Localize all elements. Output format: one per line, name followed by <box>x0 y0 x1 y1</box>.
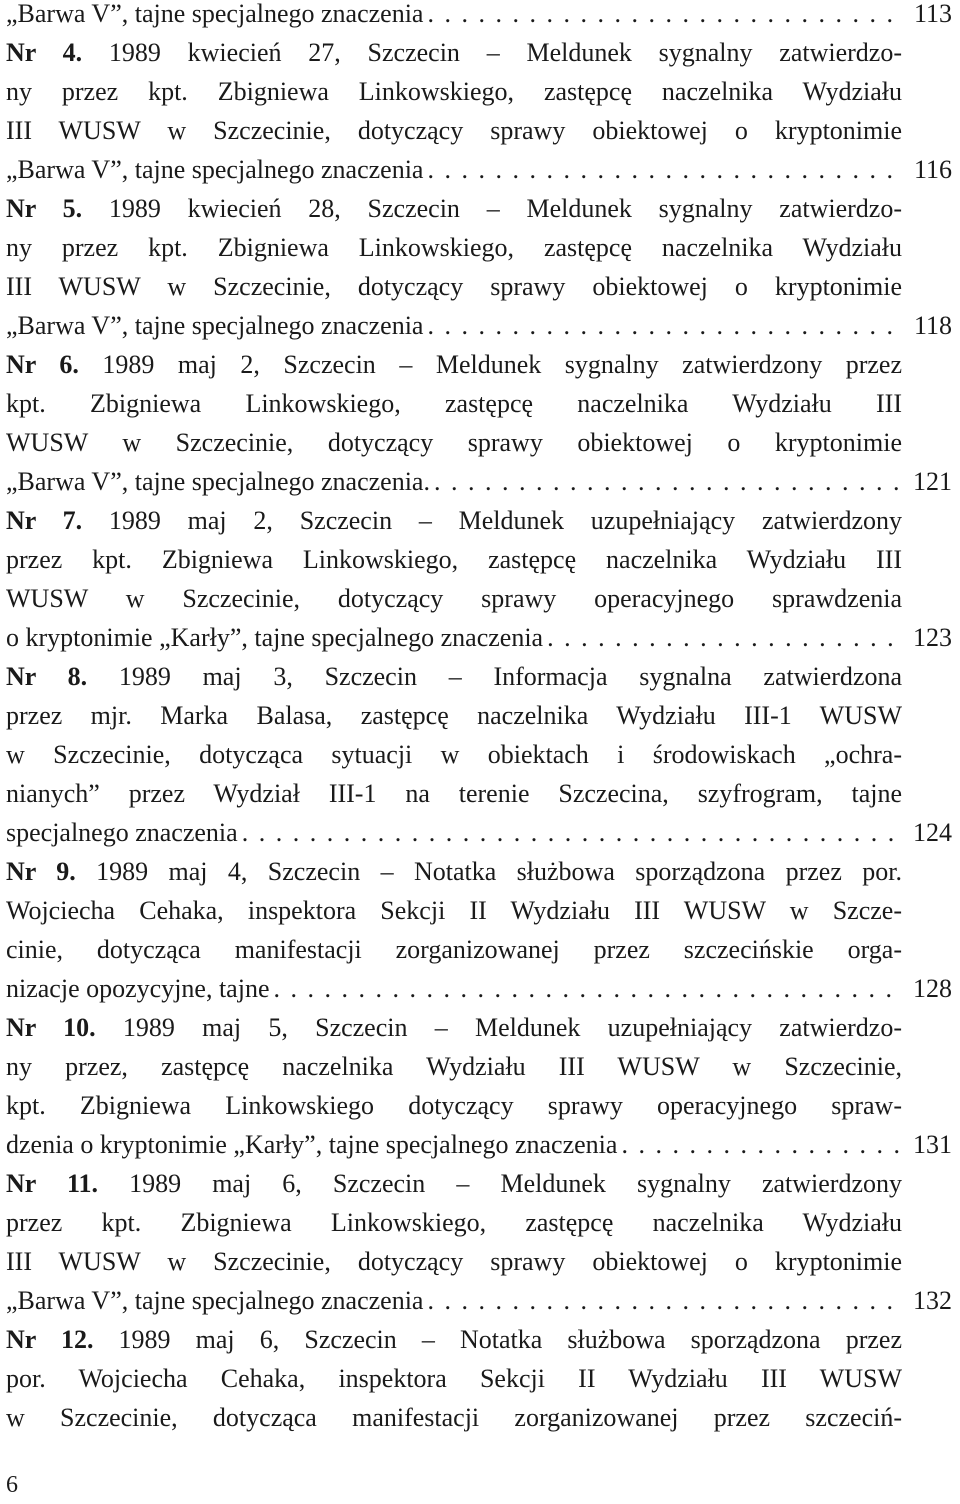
toc-entry-last-line <box>6 0 958 33</box>
toc-entry-line <box>6 1320 958 1359</box>
dot-leader <box>238 813 902 852</box>
toc-entry <box>6 501 958 657</box>
entry-text: w Szczecinie, dotycząca manifestacji zorganizowanej przez szczeciń- <box>6 1403 902 1432</box>
entry-text: por. Wojciecha Cehaka, inspektora Sekcji II Wydziału III WUSW <box>6 1364 902 1393</box>
dot-leader <box>543 618 902 657</box>
toc-entry-line <box>6 696 958 735</box>
entry-text: kpt. Zbigniewa Linkowskiego dotyczący sprawy operacyjnego spraw- <box>6 1091 902 1120</box>
toc-entry-line <box>6 1008 958 1047</box>
toc-entry-line <box>6 774 958 813</box>
toc-entry <box>6 1164 958 1320</box>
toc-entry <box>6 345 958 501</box>
entry-text: III WUSW w Szczecinie, dotyczący sprawy obiektowej o kryptonimie <box>6 116 902 145</box>
entry-text: „Barwa V”, tajne specjalnego znaczenia <box>6 311 424 340</box>
page-ref: 113 <box>913 0 952 28</box>
toc-entry-line <box>6 1203 958 1242</box>
entry-text: dzenia o kryptonimie „Karły”, tajne specjalnego znaczenia <box>6 1130 618 1159</box>
entry-text: cinie, dotycząca manifestacji zorganizowanej przez szczecińskie orga- <box>6 935 902 964</box>
toc-entry <box>6 189 958 345</box>
entry-text: 1989 maj 3, Szczecin – Informacja sygnalna zatwierdzona <box>87 662 902 691</box>
toc-entry-line <box>6 33 958 72</box>
toc-entry-line <box>6 540 958 579</box>
dot-leader <box>430 462 902 501</box>
toc-entry-line <box>6 1086 958 1125</box>
toc-entry <box>6 1320 958 1437</box>
entry-text: III WUSW w Szczecinie, dotyczący sprawy obiektowej o kryptonimie <box>6 1247 902 1276</box>
toc-entry-last-line <box>6 150 958 189</box>
document-number: Nr 7. <box>6 506 83 535</box>
toc-entry <box>6 1008 958 1164</box>
entry-text: przez kpt. Zbigniewa Linkowskiego, zastępcę naczelnika Wydziału <box>6 1208 902 1237</box>
document-number: Nr 4. <box>6 38 83 67</box>
document-number: Nr 10. <box>6 1013 96 1042</box>
page-number: 6 <box>6 1472 18 1498</box>
entry-text: 1989 kwiecień 28, Szczecin – Meldunek sygnalny zatwierdzo- <box>82 194 902 223</box>
document-number: Nr 12. <box>6 1325 94 1354</box>
table-of-contents <box>6 0 958 1437</box>
page-ref: 131 <box>913 1130 952 1159</box>
entry-text: III WUSW w Szczecinie, dotyczący sprawy obiektowej o kryptonimie <box>6 272 902 301</box>
toc-entry-line <box>6 891 958 930</box>
toc-entry <box>6 0 958 33</box>
toc-entry-line <box>6 579 958 618</box>
toc-entry-line <box>6 1047 958 1086</box>
entry-text: „Barwa V”, tajne specjalnego znaczenia <box>6 1286 424 1315</box>
page-ref: 124 <box>913 818 952 847</box>
toc-entry-line <box>6 852 958 891</box>
entry-text: ny przez, zastępcę naczelnika Wydziału III WUSW w Szczecinie, <box>6 1052 902 1081</box>
entry-text: w Szczecinie, dotycząca sytuacji w obiektach i środowiskach „ochra- <box>6 740 902 769</box>
entry-text: kpt. Zbigniewa Linkowskiego, zastępcę naczelnika Wydziału III <box>6 389 902 418</box>
page-ref: 116 <box>913 155 952 184</box>
entry-text: o kryptonimie „Karły”, tajne specjalnego znaczenia <box>6 623 544 652</box>
entry-text: „Barwa V”, tajne specjalnego znaczenia <box>6 155 424 184</box>
dot-leader <box>423 306 902 345</box>
page-ref: 132 <box>913 1286 952 1315</box>
entry-text: ny przez kpt. Zbigniewa Linkowskiego, zastępcę naczelnika Wydziału <box>6 77 902 106</box>
dot-leader <box>423 1281 902 1320</box>
toc-entry-line <box>6 228 958 267</box>
toc-entry-line <box>6 267 958 306</box>
toc-entry-line <box>6 1242 958 1281</box>
page-ref: 121 <box>913 467 952 496</box>
document-number: Nr 8. <box>6 662 88 691</box>
dot-leader <box>423 150 902 189</box>
entry-text: przez mjr. Marka Balasa, zastępcę naczelnika Wydziału III-1 WUSW <box>6 701 902 730</box>
toc-entry-line <box>6 384 958 423</box>
entry-text: 1989 maj 6, Szczecin – Notatka służbowa sporządzona przez <box>93 1325 902 1354</box>
toc-entry <box>6 852 958 1008</box>
toc-entry-line <box>6 657 958 696</box>
toc-entry-line <box>6 930 958 969</box>
document-number: Nr 9. <box>6 857 76 886</box>
toc-entry-last-line <box>6 969 958 1008</box>
toc-entry-line <box>6 189 958 228</box>
toc-entry-line <box>6 501 958 540</box>
toc-entry-line <box>6 1164 958 1203</box>
entry-text: ny przez kpt. Zbigniewa Linkowskiego, zastępcę naczelnika Wydziału <box>6 233 902 262</box>
dot-leader <box>617 1125 902 1164</box>
toc-entry-last-line <box>6 462 958 501</box>
toc-entry <box>6 33 958 189</box>
entry-text: WUSW w Szczecinie, dotyczący sprawy operacyjnego sprawdzenia <box>6 584 902 613</box>
toc-entry-last-line <box>6 306 958 345</box>
entry-text: 1989 maj 6, Szczecin – Meldunek sygnalny zatwierdzony <box>98 1169 902 1198</box>
dot-leader <box>423 0 902 33</box>
entry-text: nianych” przez Wydział III-1 na terenie Szczecina, szyfrogram, tajne <box>6 779 902 808</box>
entry-text: WUSW w Szczecinie, dotyczący sprawy obiektowej o kryptonimie <box>6 428 902 457</box>
toc-entry <box>6 657 958 852</box>
entry-text: 1989 maj 2, Szczecin – Meldunek uzupełniający zatwierdzony <box>82 506 902 535</box>
toc-entry-line <box>6 111 958 150</box>
entry-text: 1989 maj 4, Szczecin – Notatka służbowa sporządzona przez por. <box>75 857 902 886</box>
entry-text: 1989 maj 2, Szczecin – Meldunek sygnalny zatwierdzony przez <box>78 350 902 379</box>
toc-entry-line <box>6 735 958 774</box>
entry-text: 1989 maj 5, Szczecin – Meldunek uzupełniający zatwierdzo- <box>95 1013 902 1042</box>
toc-entry-line <box>6 72 958 111</box>
entry-text: przez kpt. Zbigniewa Linkowskiego, zastępcę naczelnika Wydziału III <box>6 545 902 574</box>
entry-text: specjalnego znaczenia <box>6 818 238 847</box>
toc-entry-last-line <box>6 813 958 852</box>
page-ref: 123 <box>913 623 952 652</box>
document-number: Nr 6. <box>6 350 79 379</box>
page-ref: 128 <box>913 974 952 1003</box>
entry-text: 1989 kwiecień 27, Szczecin – Meldunek sygnalny zatwierdzo- <box>82 38 902 67</box>
entry-text: „Barwa V”, tajne specjalnego znaczenia <box>6 0 424 28</box>
toc-entry-line <box>6 423 958 462</box>
document-number: Nr 5. <box>6 194 83 223</box>
toc-entry-line <box>6 1398 958 1437</box>
document-number: Nr 11. <box>6 1169 99 1198</box>
toc-entry-line <box>6 1359 958 1398</box>
toc-entry-line <box>6 345 958 384</box>
toc-entry-last-line <box>6 618 958 657</box>
entry-text: Wojciecha Cehaka, inspektora Sekcji II Wydziału III WUSW w Szcze- <box>6 896 902 925</box>
page-ref: 118 <box>913 311 952 340</box>
entry-text: „Barwa V”, tajne specjalnego znaczenia. <box>6 467 430 496</box>
entry-text: nizacje opozycyjne, tajne <box>6 974 270 1003</box>
toc-entry-last-line <box>6 1125 958 1164</box>
dot-leader <box>269 969 902 1008</box>
toc-entry-last-line <box>6 1281 958 1320</box>
